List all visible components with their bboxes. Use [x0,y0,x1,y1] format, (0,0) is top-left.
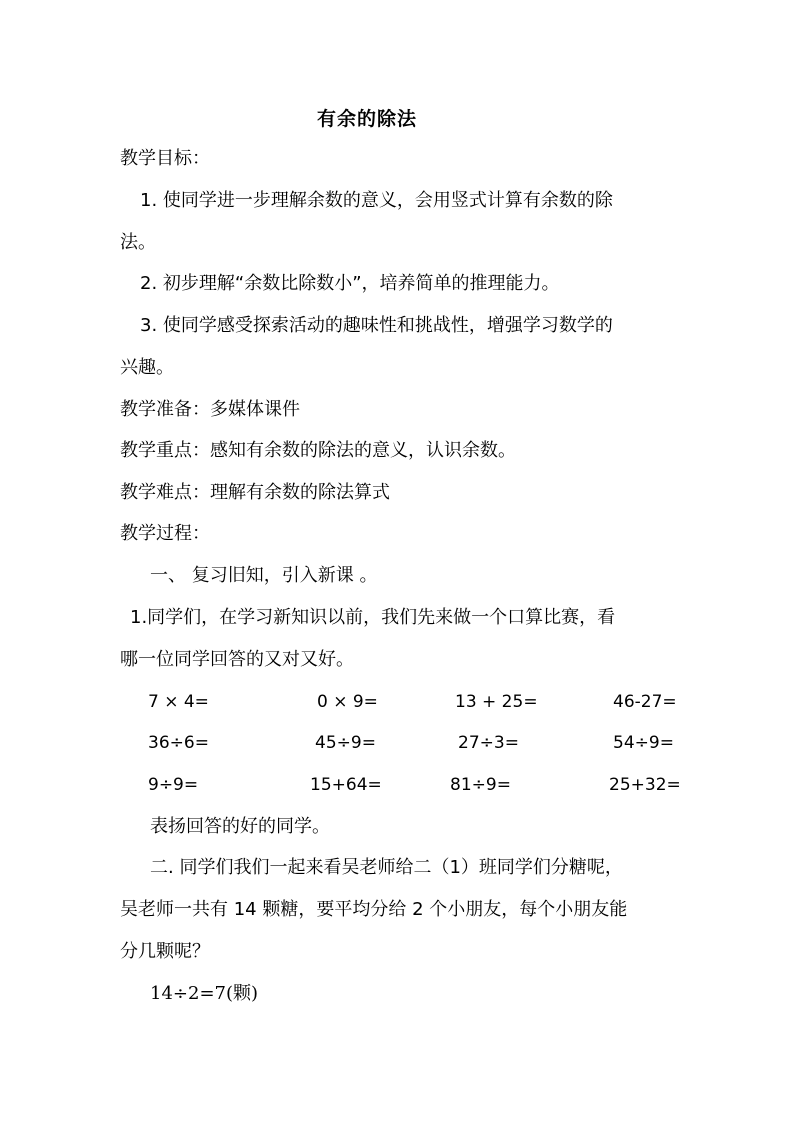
exercise-item: 45÷9= [315,733,376,753]
praise-note: 表扬回答的好的同学。 [150,816,330,837]
section-1-paragraph-line-1: 1.同学们，在学习新知识以前，我们先来做一个口算比赛，看 [130,607,616,628]
section-1-paragraph-line-2: 哪一位同学回答的又对又好。 [120,649,354,670]
division-equation: 14÷2=7(颗) [150,983,259,1004]
exercise-item: 27÷3= [458,733,519,753]
process-heading: 教学过程： [120,523,210,544]
exercise-item: 54÷9= [613,733,674,753]
exercise-item: 9÷9= [148,775,199,795]
exercise-item: 36÷6= [148,733,209,753]
section-2-line-1: 二. 同学们我们一起来看吴老师给二（1）班同学们分糖呢， [150,857,623,878]
objective-1-line-2: 法。 [120,232,156,253]
objective-3-line-2: 兴趣。 [120,357,174,378]
exercise-item: 13 + 25= [455,692,538,712]
teaching-preparation: 教学准备：多媒体课件 [120,399,300,420]
objective-2: 2. 初步理解“余数比除数小”，培养简单的推理能力。 [140,273,560,294]
exercise-item: 15+64= [310,775,382,795]
teaching-key-point: 教学重点：感知有余数的除法的意义，认识余数。 [120,440,516,461]
exercise-item: 81÷9= [450,775,511,795]
exercise-item: 0 × 9= [317,692,378,712]
document-title: 有余的除法 [316,108,417,130]
objective-3-line-1: 3. 使同学感受探索活动的趣味性和挑战性，增强学习数学的 [140,315,613,336]
section-1-heading: 一、 复习旧知，引入新课 。 [150,565,378,586]
exercise-item: 7 × 4= [148,692,209,712]
exercise-row-3 [120,773,700,797]
exercise-row-2 [120,731,700,755]
teaching-difficulty: 教学难点：理解有余数的除法算式 [120,482,390,503]
objectives-heading: 教学目标： [120,148,210,169]
section-2-line-2: 吴老师一共有 14 颗糖，要平均分给 2 个小朋友，每个小朋友能 [120,899,628,920]
objective-1-line-1: 1. 使同学进一步理解余数的意义，会用竖式计算有余数的除 [140,190,613,211]
section-2-line-3: 分几颗呢？ [120,941,210,962]
exercise-row-1 [120,690,700,714]
exercise-item: 25+32= [609,775,681,795]
exercise-item: 46-27= [613,692,677,712]
